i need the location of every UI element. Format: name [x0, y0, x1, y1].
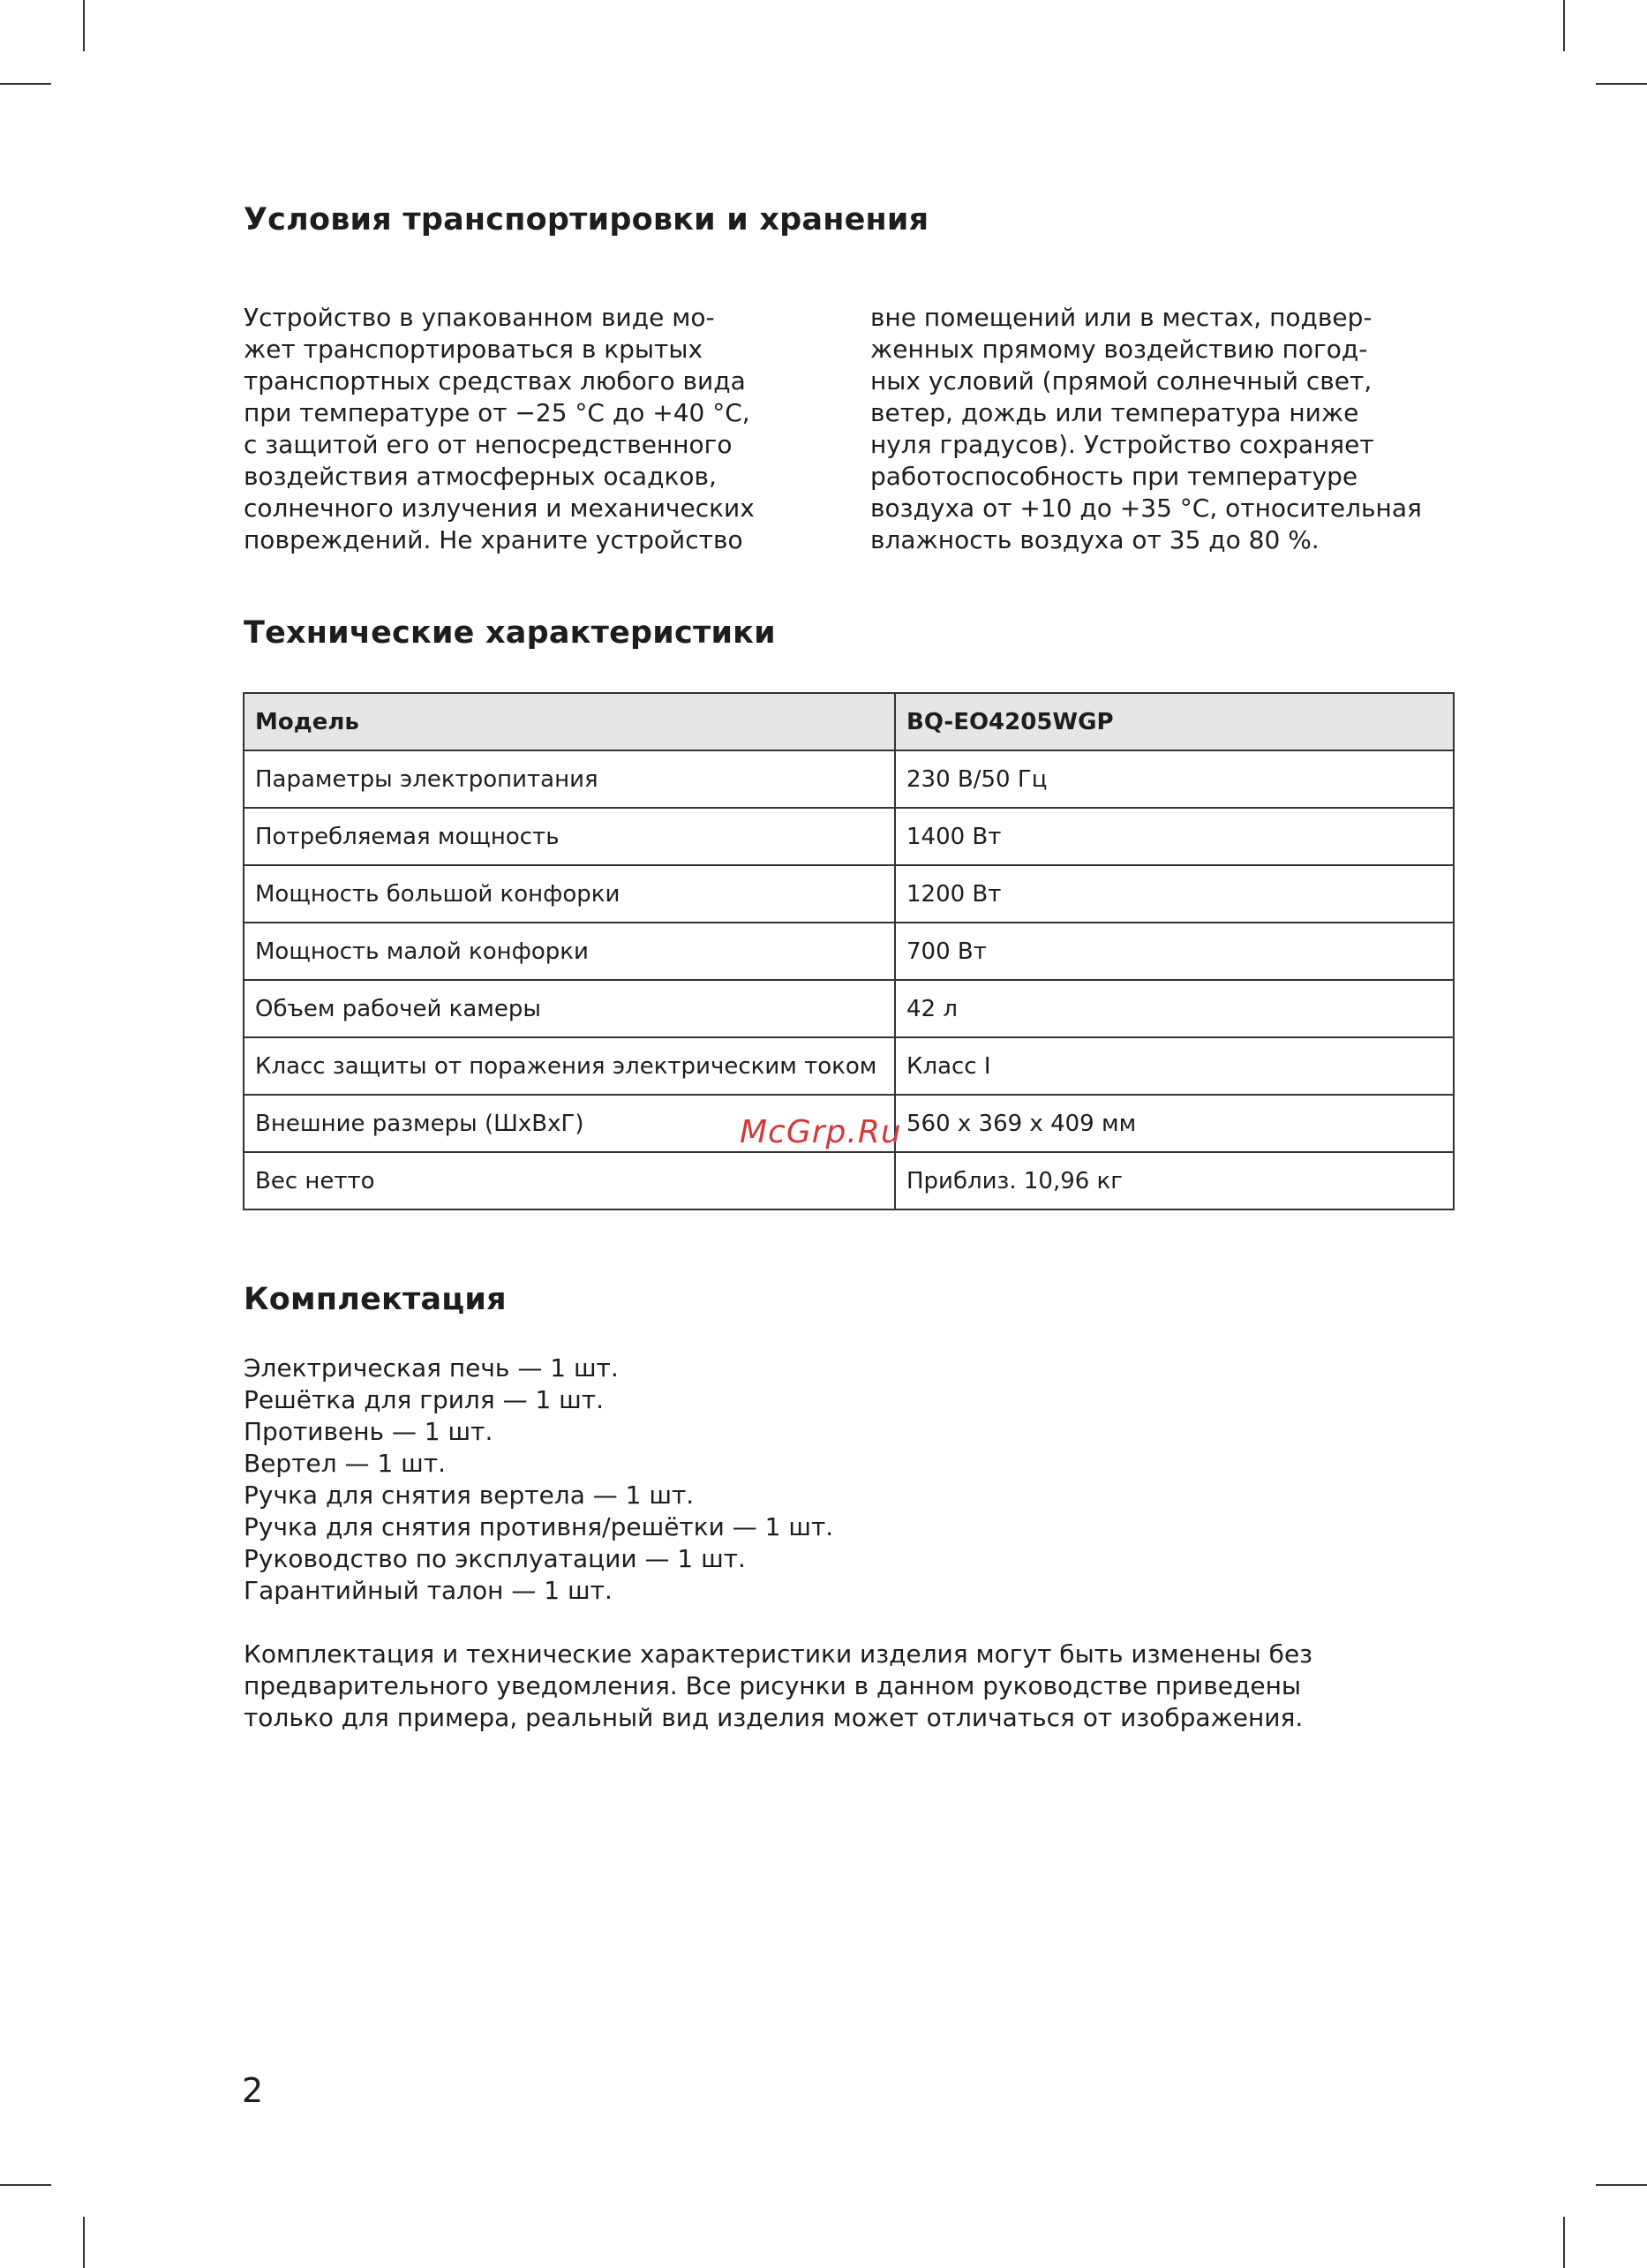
table-cell-value: Приблиз. 10,96 кг — [895, 1152, 1454, 1209]
table-cell-param: Потребляемая мощность — [244, 808, 895, 865]
crop-mark-top-right-horizontal — [1596, 83, 1647, 85]
table-header-cell-value: BQ-EO4205WGP — [895, 693, 1454, 750]
list-item: Решётка для гриля — 1 шт. — [244, 1385, 605, 1414]
text-line: Устройство в упакованном виде мо- — [244, 303, 715, 332]
text-line: воздействия атмосферных осадков, — [244, 462, 717, 491]
specs-heading: Технические характеристики — [244, 615, 776, 651]
package-list — [244, 1353, 833, 1607]
crop-mark-bottom-right-horizontal — [1596, 2184, 1647, 2186]
text-line: ных условий (прямой солнечный свет, — [870, 366, 1372, 396]
list-item: Ручка для снятия вертела — 1 шт. — [244, 1481, 695, 1510]
table-cell-value: 42 л — [895, 980, 1454, 1037]
table-row — [244, 808, 1454, 865]
table-row — [244, 1037, 1454, 1095]
table-cell-param: Мощность большой конфорки — [244, 865, 895, 923]
text-line: жет транспортироваться в крытых — [244, 335, 703, 364]
list-item: Противень — 1 шт. — [244, 1417, 493, 1446]
text-line: при температуре от −25 °C до +40 °C, — [244, 398, 750, 427]
table-header-row — [244, 693, 1454, 750]
table-header-cell-param: Модель — [244, 693, 895, 750]
transport-column-2 — [870, 302, 1422, 556]
crop-mark-bottom-left-vertical — [83, 2217, 85, 2268]
text-line: вне помещений или в местах, подвер- — [870, 303, 1372, 332]
text-line: повреждений. Не храните устройство — [244, 525, 743, 554]
table-cell-value: 1200 Вт — [895, 865, 1454, 923]
package-note — [244, 1639, 1312, 1734]
text-line: солнечного излучения и механических — [244, 494, 755, 523]
text-line: предварительного уведомления. Все рисунки в данном руководстве приведены — [244, 1671, 1301, 1700]
table-cell-param: Объем рабочей камеры — [244, 980, 895, 1037]
text-line: только для примера, реальный вид изделия может отличаться от изображения. — [244, 1703, 1304, 1732]
watermark: McGrp.Ru — [740, 1114, 902, 1150]
list-item: Ручка для снятия противня/решётки — 1 шт. — [244, 1512, 834, 1541]
table-cell-value: 560 x 369 x 409 мм — [895, 1095, 1454, 1152]
table-cell-value: 1400 Вт — [895, 808, 1454, 865]
text-line: Комплектация и технические характеристики изделия могут быть изменены без — [244, 1639, 1313, 1669]
table-cell-param: Параметры электропитания — [244, 750, 895, 808]
table-row — [244, 865, 1454, 923]
transport-heading: Условия транспортировки и хранения — [244, 202, 929, 237]
text-line: ветер, дождь или температура ниже — [870, 398, 1359, 427]
table-row — [244, 923, 1454, 980]
text-line: транспортных средствах любого вида — [244, 366, 746, 396]
text-line: воздуха от +10 до +35 °C, относительная — [870, 494, 1422, 523]
table-cell-value: 230 В/50 Гц — [895, 750, 1454, 808]
text-line: влажность воздуха от 35 до 80 %. — [870, 525, 1320, 554]
page-number: 2 — [242, 2071, 264, 2110]
table-row — [244, 1152, 1454, 1209]
crop-mark-bottom-left-horizontal — [0, 2184, 51, 2186]
table-cell-param: Класс защиты от поражения электрическим током — [244, 1037, 895, 1095]
list-item: Вертел — 1 шт. — [244, 1449, 446, 1478]
crop-mark-top-left-horizontal — [0, 83, 51, 85]
list-item: Электрическая печь — 1 шт. — [244, 1353, 619, 1383]
crop-mark-bottom-right-vertical — [1563, 2217, 1565, 2268]
table-cell-value: Класс I — [895, 1037, 1454, 1095]
transport-column-1 — [244, 302, 755, 556]
text-line: с защитой его от непосредственного — [244, 430, 733, 459]
text-line: женных прямому воздействию погод- — [870, 335, 1368, 364]
table-cell-param: Вес нетто — [244, 1152, 895, 1209]
crop-mark-top-left-vertical — [83, 0, 85, 51]
list-item: Руководство по эксплуатации — 1 шт. — [244, 1544, 746, 1573]
text-line: работоспособность при температуре — [870, 462, 1358, 491]
crop-mark-top-right-vertical — [1563, 0, 1565, 51]
text-line: нуля градусов). Устройство сохраняет — [870, 430, 1374, 459]
list-item: Гарантийный талон — 1 шт. — [244, 1576, 613, 1605]
table-row — [244, 750, 1454, 808]
table-row — [244, 980, 1454, 1037]
table-cell-param: Мощность малой конфорки — [244, 923, 895, 980]
package-heading: Комплектация — [244, 1282, 507, 1317]
table-cell-param: Внешние размеры (ШхВхГ) — [244, 1095, 895, 1152]
table-cell-value: 700 Вт — [895, 923, 1454, 980]
